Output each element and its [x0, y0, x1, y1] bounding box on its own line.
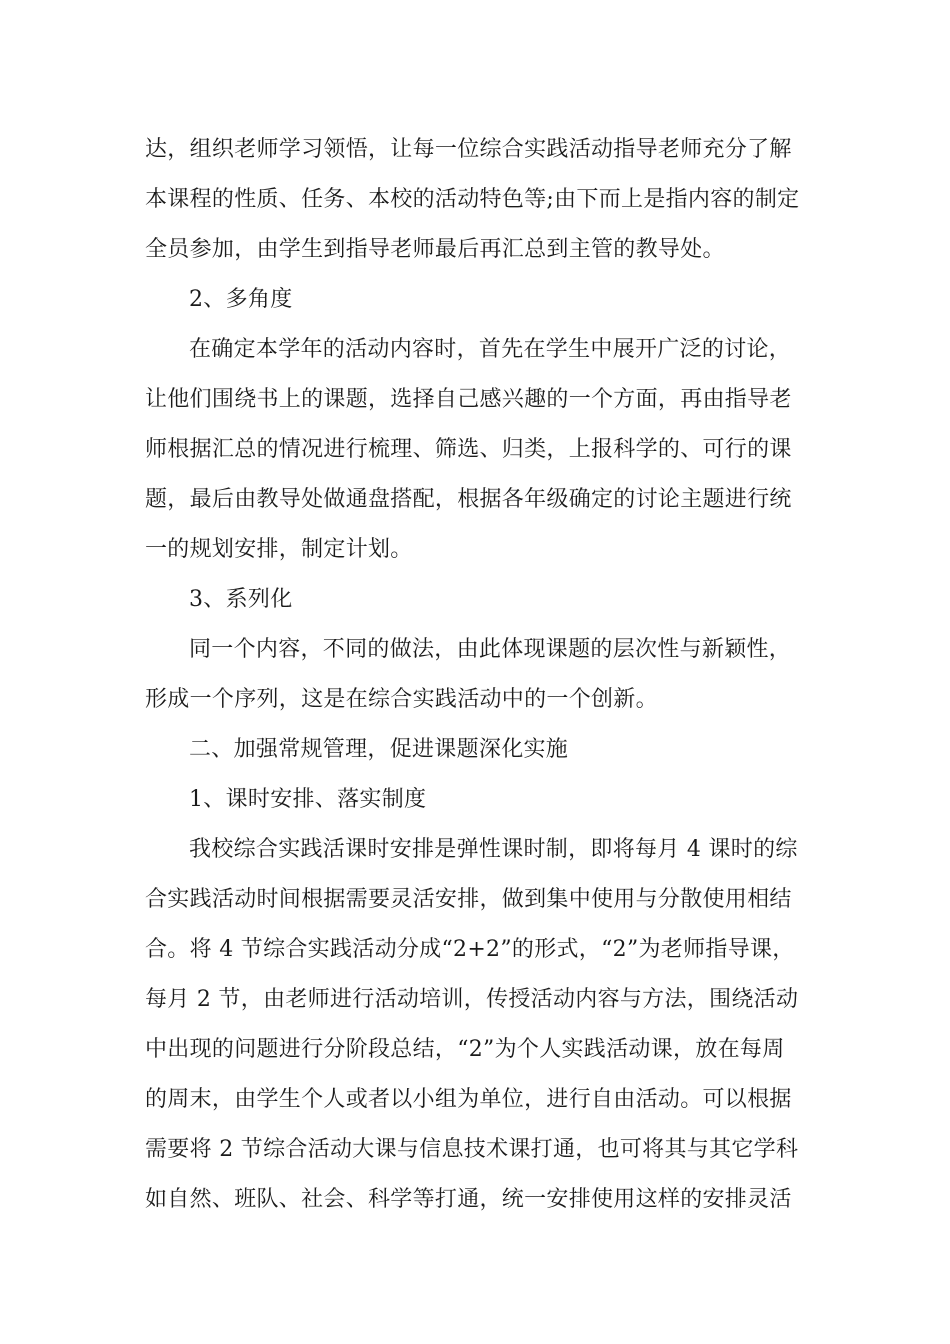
- text-line: 需要将 2 节综合活动大课与信息技术课打通，也可将其与其它学科: [145, 1137, 799, 1162]
- text-line: 合实践活动时间根据需要灵活安排，做到集中使用与分散使用相结: [145, 887, 792, 912]
- text-line: 全员参加，由学生到指导老师最后再汇总到主管的教导处。: [145, 237, 725, 262]
- text-line: 如自然、班队、社会、科学等打通，统一安排使用这样的安排灵活: [145, 1187, 792, 1212]
- text-line: 同一个内容，不同的做法，由此体现课题的层次性与新颖性，: [189, 637, 792, 662]
- text-line: 在确定本学年的活动内容时，首先在学生中展开广泛的讨论，: [189, 337, 792, 362]
- section-heading: 二、加强常规管理，促进课题深化实施: [189, 737, 569, 762]
- text-line: 一的规划安排，制定计划。: [145, 537, 413, 562]
- text-line: 的周末，由学生个人或者以小组为单位，进行自由活动。可以根据: [145, 1087, 792, 1112]
- text-line: 每月 2 节，由老师进行活动培训，传授活动内容与方法，围绕活动: [145, 987, 799, 1012]
- section-heading: 3、系列化: [189, 587, 293, 612]
- text-line: 题，最后由教导处做通盘搭配，根据各年级确定的讨论主题进行统: [145, 487, 792, 512]
- text-line: 达，组织老师学习领悟，让每一位综合实践活动指导老师充分了解: [145, 137, 792, 162]
- text-line: 师根据汇总的情况进行梳理、筛选、归类，上报科学的、可行的课: [145, 437, 792, 462]
- text-line: 合。将 4 节综合实践活动分成“2+2”的形式，“2”为老师指导课，: [145, 937, 795, 962]
- section-heading: 2、多角度: [189, 287, 293, 312]
- text-line: 让他们围绕书上的课题，选择自己感兴趣的一个方面，再由指导老: [145, 387, 792, 412]
- text-line: 中出现的问题进行分阶段总结，“2”为个人实践活动课，放在每周: [145, 1037, 785, 1062]
- section-heading: 1、课时安排、落实制度: [189, 787, 427, 812]
- text-line: 本课程的性质、任务、本校的活动特色等;由下而上是指内容的制定: [145, 187, 800, 212]
- text-line: 形成一个序列，这是在综合实践活动中的一个创新。: [145, 687, 658, 712]
- text-line: 我校综合实践活课时安排是弹性课时制，即将每月 4 课时的综: [189, 837, 798, 862]
- document-body: [145, 125, 825, 1225]
